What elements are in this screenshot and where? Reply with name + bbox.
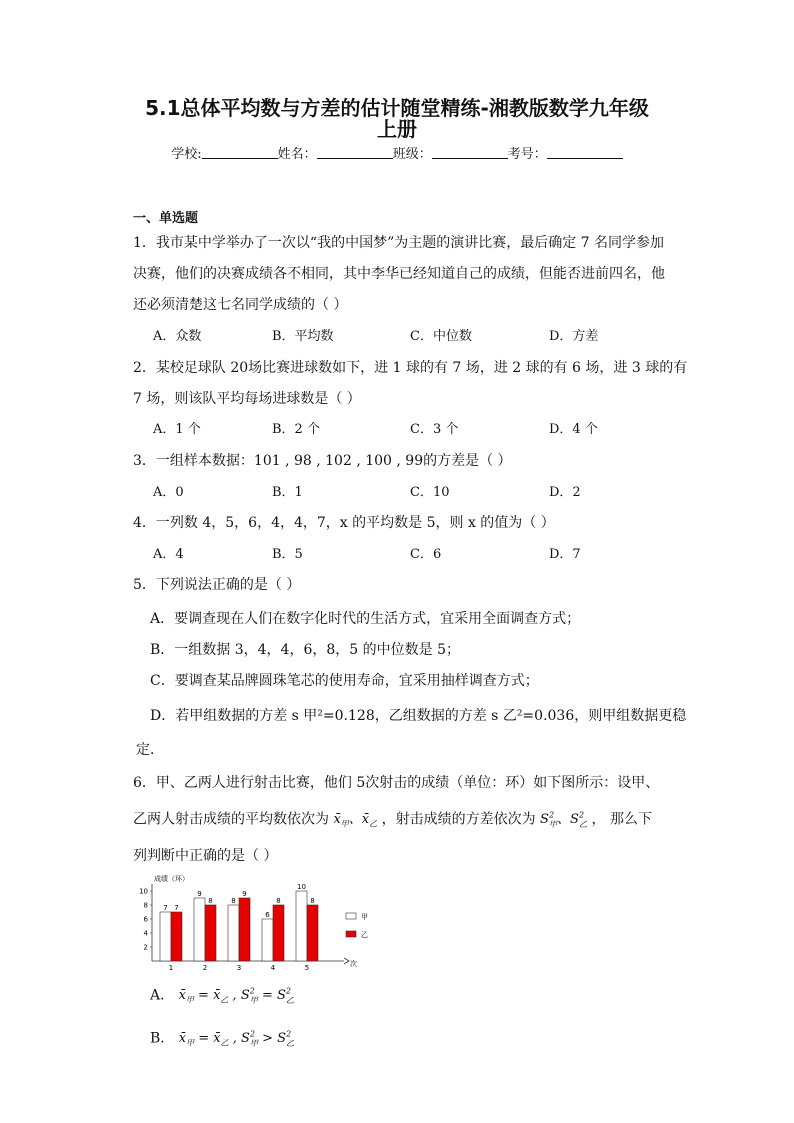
legend-label: 甲 — [361, 913, 368, 921]
y-tick-label: 2 — [143, 943, 148, 952]
q2-option-a[interactable]: A．1 个 — [153, 422, 201, 437]
page-title-line2-text: 上册 — [377, 117, 417, 141]
q5-option-a[interactable]: A．要调查现在人们在数字化时代的生活方式，宜采用全面调查方式； — [150, 611, 581, 627]
x-tick-label: 3 — [236, 964, 242, 970]
bar-yi — [273, 905, 284, 961]
school-blank[interactable] — [202, 146, 278, 159]
q3-option-b[interactable]: B．1 — [272, 485, 303, 500]
y-tick-label: 8 — [143, 901, 148, 910]
class-label: 班级： — [392, 147, 432, 162]
bar-jia — [194, 898, 205, 961]
y-axis-label: 成绩（环） — [154, 875, 189, 883]
y-tick-label: 6 — [143, 915, 148, 924]
bar-value-label: 9 — [242, 890, 247, 898]
q5-option-d-line1[interactable]: D．若甲组数据的方差 s 甲²=0.128，乙组数据的方差 s 乙²=0.036，则甲组数据更稳 — [150, 708, 687, 724]
q1-option-c[interactable]: C．中位数 — [410, 329, 472, 344]
q5-option-b[interactable]: B．一组数据 3，4，4，6，8，5 的中位数是 5； — [150, 642, 460, 658]
y-tick-label: 4 — [143, 929, 148, 938]
page-title-line2 — [60, 119, 734, 139]
q5-option-d-line2: 定． — [136, 742, 164, 758]
q6-option-a[interactable] — [150, 988, 294, 1005]
q4-option-b[interactable]: B．5 — [272, 547, 303, 562]
section-heading: 一、单选题 — [133, 211, 199, 226]
q6-option-b-label: B． — [150, 1030, 175, 1047]
q6-line3: 列判断中正确的是（ ） — [133, 848, 278, 864]
bar-value-label: 6 — [265, 911, 270, 919]
q5-line1: 5．下列说法正确的是（ ） — [133, 577, 301, 593]
legend-label: 乙 — [361, 931, 368, 939]
q2-option-d[interactable]: D．4 个 — [549, 422, 598, 437]
page-title-line1: 5.1总体平均数与方差的估计随堂精练-湘教版数学九年级 — [145, 96, 649, 120]
x-tick-label: 4 — [270, 964, 276, 970]
q3-line1: 3．一组样本数据：101 , 98 , 102 , 100 , 99的方差是（ ） — [133, 453, 512, 469]
bar-yi — [171, 912, 182, 961]
variance-formula: $S^2_甲$、$S^2_乙$ — [540, 811, 588, 829]
legend-swatch — [346, 931, 356, 937]
bar-yi — [307, 905, 318, 961]
bar-value-label: 7 — [163, 904, 168, 912]
q6-option-b[interactable] — [150, 1031, 294, 1048]
bar-jia — [262, 919, 273, 961]
x-tick-label: 2 — [202, 964, 208, 970]
name-blank[interactable] — [317, 146, 393, 159]
q1-line1: 1．我市某中学举办了一次以“我的中国梦”为主题的演讲比赛，最后确定 7 名同学参加 — [133, 235, 665, 251]
q3-option-d[interactable]: D．2 — [549, 485, 581, 500]
bar-value-label: 10 — [297, 883, 306, 891]
bar-value-label: 7 — [174, 904, 179, 912]
score-bar-chart — [132, 870, 372, 970]
bar-jia — [228, 905, 239, 961]
q6-line2-part1: 乙两人射击成绩的平均数依次为 — [133, 811, 329, 828]
bar-value-label: 8 — [208, 897, 213, 905]
q5-option-c[interactable]: C．要调查某品牌圆珠笔芯的使用寿命，宜采用抽样调查方式； — [150, 673, 539, 689]
number-label: 考号： — [507, 147, 547, 162]
bar-value-label: 9 — [197, 890, 202, 898]
bar-value-label: 8 — [231, 897, 236, 905]
bar-value-label: 8 — [310, 897, 315, 905]
class-blank[interactable] — [432, 146, 508, 159]
q4-line1: 4．一列数 4，5，6，4，4，7，x 的平均数是 5，则 x 的值为（ ） — [133, 515, 555, 531]
student-info-row — [0, 146, 794, 161]
q6-line1: 6．甲、乙两人进行射击比赛，他们 5次射击的成绩（单位：环）如下图所示：设甲、 — [133, 775, 660, 791]
q6-line2-part3: ， 那么下 — [591, 811, 652, 828]
number-blank[interactable] — [547, 146, 623, 159]
q4-option-c[interactable]: C．6 — [410, 547, 442, 562]
x-axis-arrow — [344, 958, 349, 964]
q1-option-a[interactable]: A．众数 — [153, 329, 202, 344]
bar-jia — [296, 891, 307, 961]
school-label: 学校: — [171, 147, 202, 162]
q6-option-a-label: A． — [150, 987, 175, 1004]
legend-swatch — [346, 913, 356, 919]
x-axis-label: 次 — [350, 960, 357, 968]
q1-option-d[interactable]: D．方差 — [549, 329, 599, 344]
bar-yi — [205, 905, 216, 961]
q6-option-b-formula: $x̄_甲$ = $x̄_乙$ , $S^2_甲 > S^2_乙$ — [178, 1030, 295, 1048]
q6-line2-part2: ，射击成绩的方差依次为 — [381, 811, 536, 828]
name-label: 姓名： — [277, 147, 317, 162]
q1-line3: 还必须清楚这七名同学成绩的（ ） — [133, 297, 348, 313]
q6-line2 — [133, 812, 652, 829]
q4-option-d[interactable]: D．7 — [549, 547, 581, 562]
q3-option-a[interactable]: A．0 — [153, 485, 184, 500]
q1-option-b[interactable]: B．平均数 — [272, 329, 334, 344]
q4-option-a[interactable]: A．4 — [153, 547, 184, 562]
x-tick-label: 5 — [304, 964, 310, 970]
q2-line2: 7 场，则该队平均每场进球数是（ ） — [133, 391, 361, 407]
q2-line1: 2．某校足球队 20场比赛进球数如下，进 1 球的有 7 场，进 2 球的有 6 场，进 3 球的有 — [133, 360, 688, 376]
x-tick-label: 1 — [168, 964, 174, 970]
q6-option-a-formula: $x̄_甲$ = $x̄_乙$ , $S^2_甲 = S^2_乙$ — [178, 987, 294, 1005]
bar-value-label: 8 — [276, 897, 281, 905]
q2-option-c[interactable]: C．3 个 — [410, 422, 459, 437]
q2-option-b[interactable]: B．2 个 — [272, 422, 320, 437]
y-tick-label: 10 — [139, 887, 148, 896]
q1-line2: 决赛，他们的决赛成绩各不相同，其中李华已经知道自己的成绩，但能否进前四名，他 — [133, 266, 665, 282]
bar-jia — [160, 912, 171, 961]
bar-yi — [239, 898, 250, 961]
mean-formula: $x̄_甲$、$x̄_乙$ — [333, 812, 378, 829]
q3-option-c[interactable]: C．10 — [410, 485, 450, 500]
